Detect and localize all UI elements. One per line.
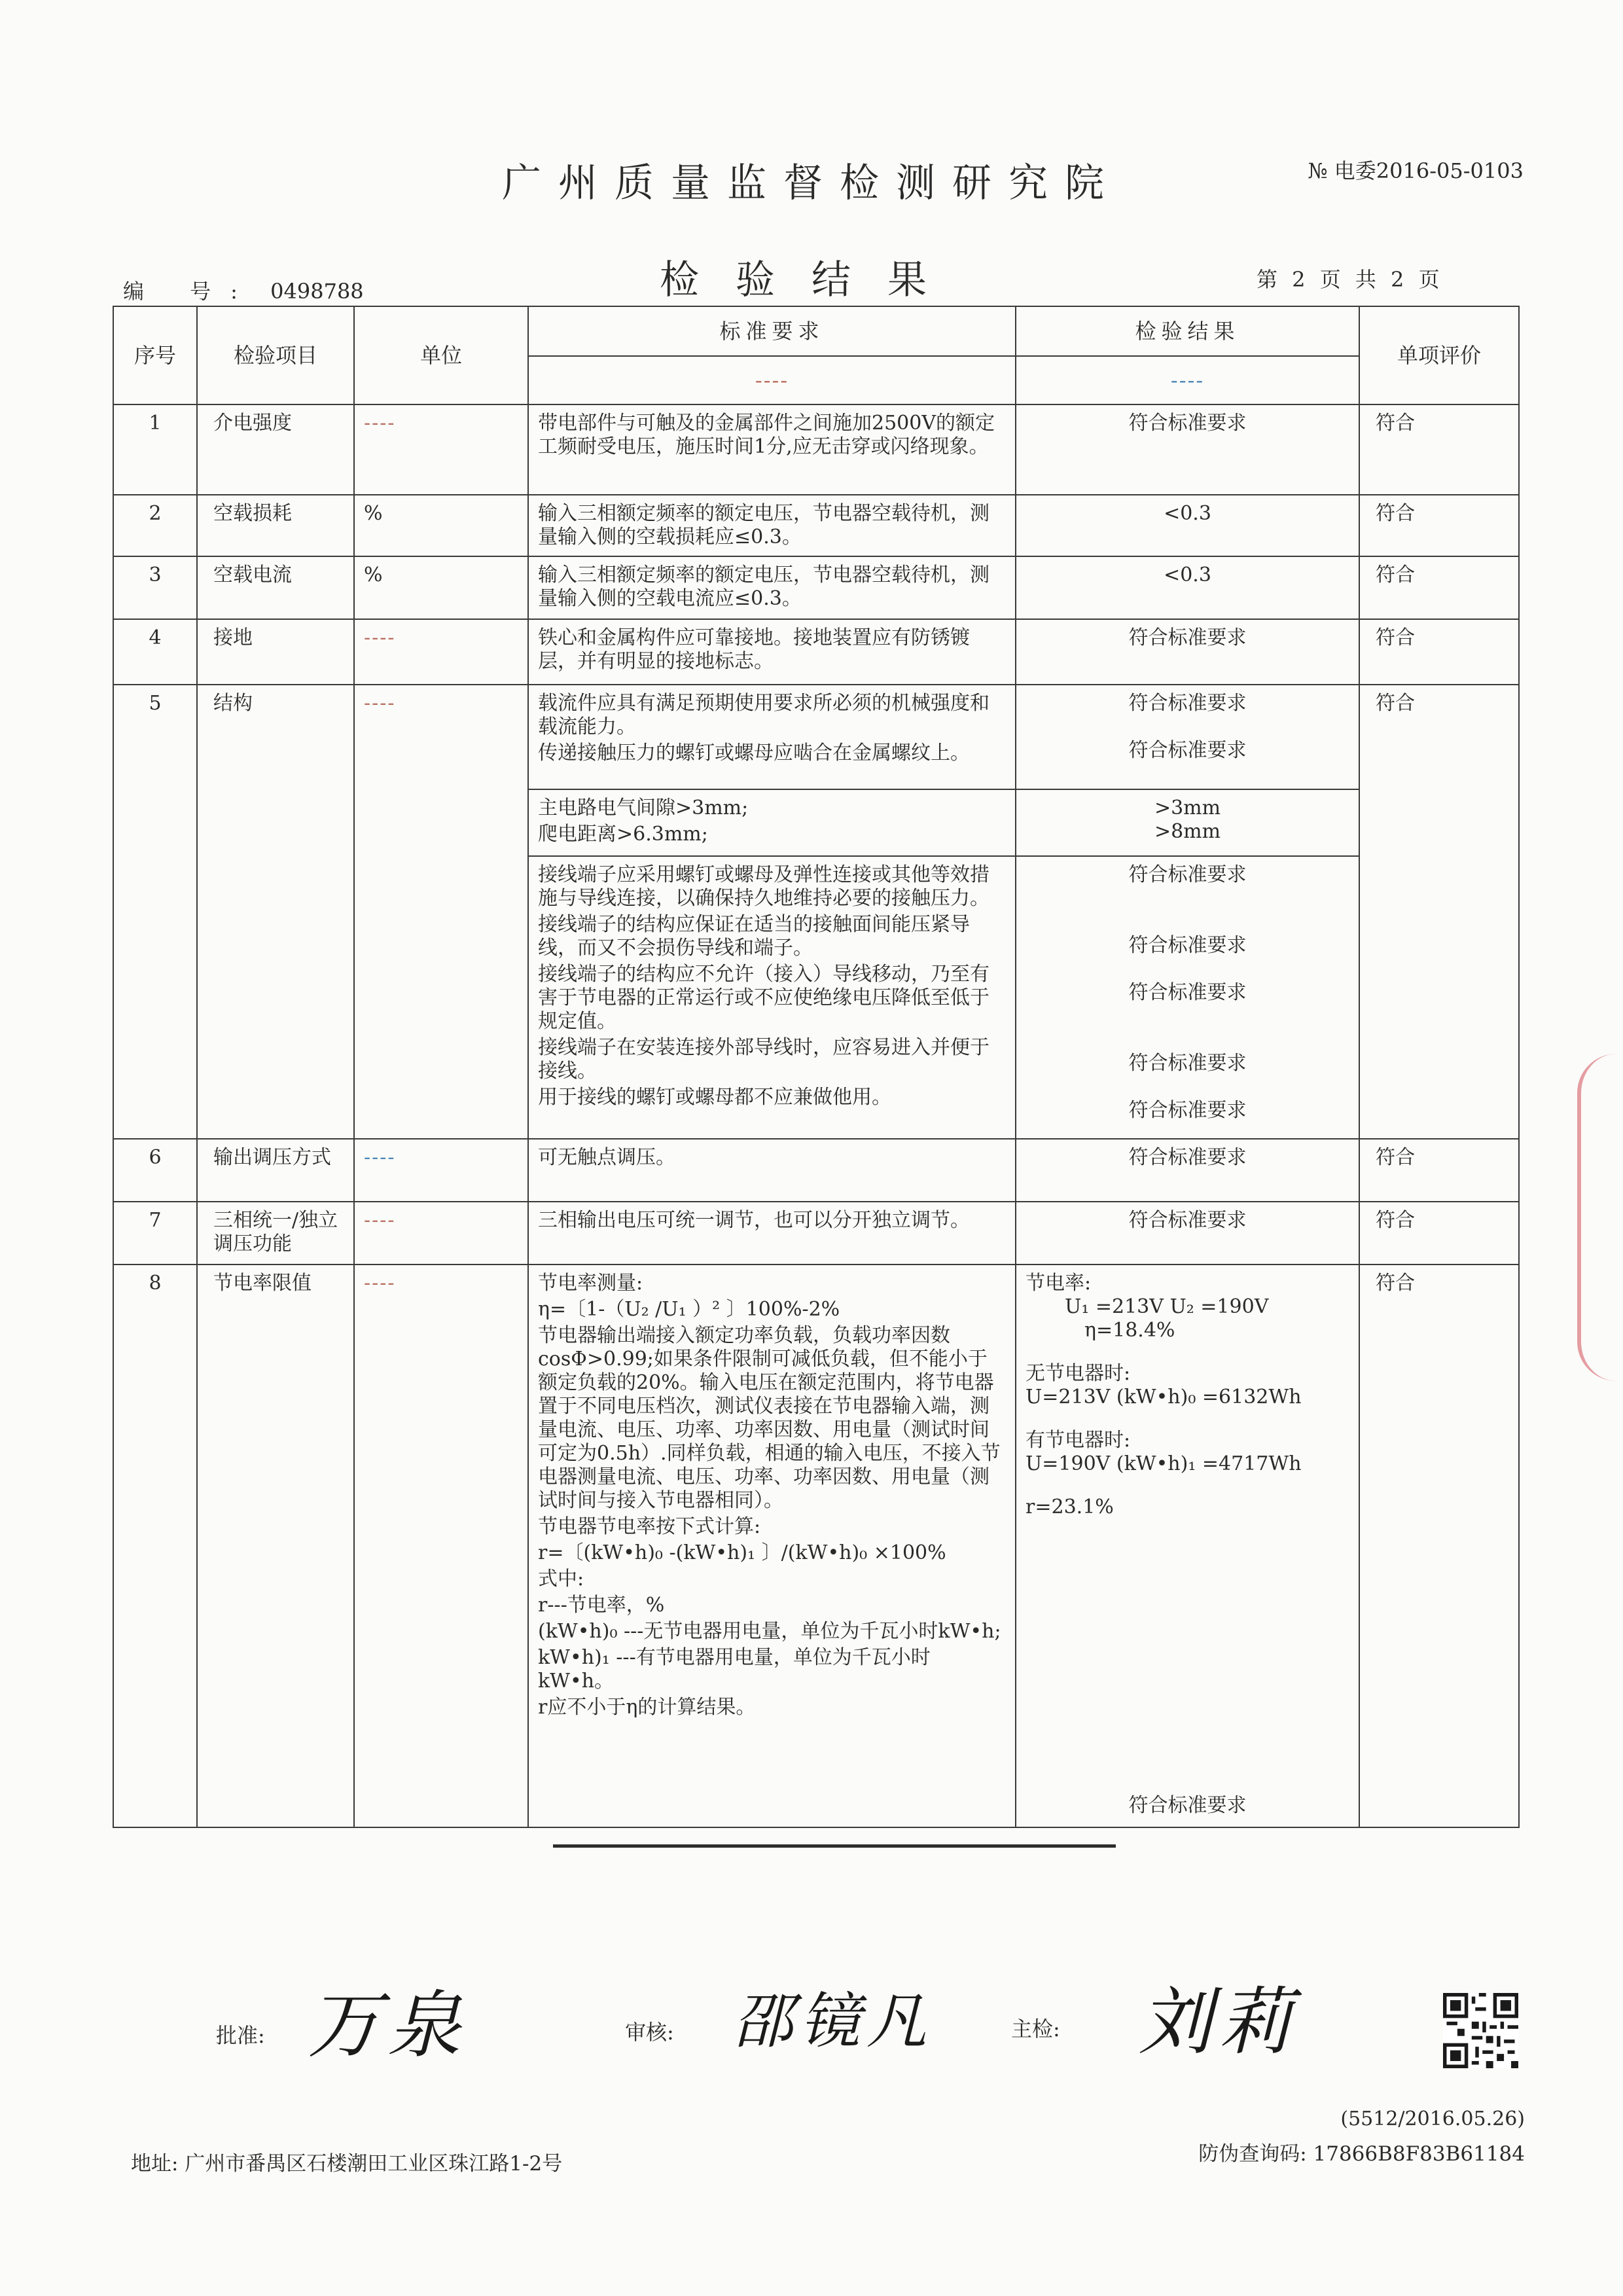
header-result: 检验结果 — [1016, 306, 1359, 356]
row-evaluation: 符合 — [1359, 1139, 1519, 1202]
header-requirement-dash: ---- — [528, 356, 1016, 404]
row-item: 结构 — [197, 685, 354, 1139]
table-row — [113, 1202, 1519, 1265]
table-row — [113, 1265, 1519, 1827]
serial-number — [123, 275, 364, 305]
row-result: <0.3 — [1016, 495, 1359, 556]
row-evaluation: 符合 — [1359, 619, 1519, 685]
row-unit: ---- — [354, 1139, 528, 1202]
row-requirement: 输入三相额定频率的额定电压，节电器空载待机，测量输入侧的空载电流应≤0.3。 — [528, 556, 1016, 619]
row-requirement: 接线端子应采用螺钉或螺母及弹性连接或其他等效措施与导线连接，以确保持久地维持必要的接触压力。 接线端子的结构应保证在适当的接触面间能压紧导线，而又不会损伤导线和端子。 接线端子的结构应不允许（接入）导线移动，乃至有害于节电器的正常运行或不应使绝缘电压降低至低于规定值。 接线端子在安装连接外部导线时，应容易进入并便于接线。 用于接线的螺钉或螺母都不应兼做他用。 — [528, 856, 1016, 1139]
anti-counterfeit-code: 防伪查询码: 17866B8F83B61184 — [1198, 2142, 1525, 2166]
row-item: 接地 — [197, 619, 354, 685]
row-result: 符合标准要求 — [1016, 1139, 1359, 1202]
row-item: 节电率限值 — [197, 1265, 354, 1827]
row-evaluation: 符合 — [1359, 685, 1519, 1139]
document-title: 检验结果 — [660, 257, 963, 303]
row-result: 符合标准要求 符合标准要求 — [1016, 685, 1359, 789]
table-row — [113, 404, 1519, 495]
divider — [553, 1844, 1116, 1848]
row-requirement: 节电率测量: η=〔1-（U₂ /U₁ ）² 〕100%-2% 节电器输出端接入额定功率负载，负载功率因数cosΦ>0.99;如果条件限制可减低负载，但不能小于额定负载的20%。输入电压在额定范围内，将节电器置于不同电压档次，测试仪表接在节电器输入端，测量电流、电压、功率、功率因数、用电量（测试时间可定为0.5h）.同样负载，相通的输入电压，不接入节电器测量电流、电压、功率、功率因数、用电量（测试时间与接入节电器相同）。 节电器节电率按下式计算: r=〔(kW•h)₀ -(kW•h)₁ 〕/(kW•h)₀ ×100% 式中: r---节电率，% (kW•h)₀ ---无节电器用电量，单位为千瓦小时kW•h; kW•h)₁ ---有节电器用电量，单位为千瓦小时kW•h。 r应不小于η的计算结果。 — [528, 1265, 1016, 1827]
row-evaluation: 符合 — [1359, 1202, 1519, 1265]
row-result: 节电率: U₁ =213V U₂ =190V η=18.4% 无节电器时: U=213V (kW•h)₀ =6132Wh 有节电器时: U=190V (kW•h)₁ =4717Wh r=23.1% 符合标准要求 — [1016, 1265, 1359, 1827]
row-result: 符合标准要求 — [1016, 619, 1359, 685]
seal-stamp — [1577, 1054, 1623, 1381]
row-seq: 7 — [113, 1202, 197, 1265]
row-evaluation: 符合 — [1359, 404, 1519, 495]
approve-label: 批准: — [216, 2023, 265, 2048]
row-requirement: 带电部件与可触及的金属部件之间施加2500V的额定工频耐受电压，施压时间1分,应无击穿或闪络现象。 — [528, 404, 1016, 495]
row-unit: % — [354, 556, 528, 619]
header-evaluation: 单项评价 — [1359, 306, 1519, 404]
row-item: 输出调压方式 — [197, 1139, 354, 1202]
row-result: <0.3 — [1016, 556, 1359, 619]
results-table — [113, 306, 1520, 1828]
row-result: 符合标准要求 — [1016, 1202, 1359, 1265]
row-item: 介电强度 — [197, 404, 354, 495]
row-item: 三相统一/独立调压功能 — [197, 1202, 354, 1265]
header-seq: 序号 — [113, 306, 197, 404]
header-requirement: 标准要求 — [528, 306, 1016, 356]
row-evaluation: 符合 — [1359, 1265, 1519, 1827]
table-row — [113, 1139, 1519, 1202]
row-unit: ---- — [354, 404, 528, 495]
row-unit: ---- — [354, 685, 528, 1139]
qr-code-icon — [1443, 1993, 1518, 2068]
address: 地址: 广州市番禺区石楼潮田工业区珠江路1-2号 — [131, 2152, 563, 2176]
table-row — [113, 495, 1519, 556]
report-number: № 电委2016-05-0103 — [1308, 158, 1524, 183]
row-requirement: 铁心和金属构件应可靠接地。接地装置应有防锈镀层，并有明显的接地标志。 — [528, 619, 1016, 685]
row-requirement: 可无触点调压。 — [528, 1139, 1016, 1202]
row-evaluation: 符合 — [1359, 495, 1519, 556]
row-requirement: 载流件应具有满足预期使用要求所必须的机械强度和载流能力。 传递接触压力的螺钉或螺母应啮合在金属螺纹上。 — [528, 685, 1016, 789]
row-unit: ---- — [354, 619, 528, 685]
header-item: 检验项目 — [197, 306, 354, 404]
row-requirement: 主电路电气间隙>3mm; 爬电距离>6.3mm; — [528, 789, 1016, 856]
row-seq: 1 — [113, 404, 197, 495]
report-code-date: (5512/2016.05.26) — [1340, 2108, 1525, 2130]
row-unit: ---- — [354, 1265, 528, 1827]
row-result: 符合标准要求 符合标准要求 符合标准要求 符合标准要求 符合标准要求 — [1016, 856, 1359, 1139]
institute-name: 广州质量监督检测研究院 — [502, 160, 1121, 206]
row-seq: 8 — [113, 1265, 197, 1827]
row-requirement: 输入三相额定频率的额定电压，节电器空载待机，测量输入侧的空载损耗应≤0.3。 — [528, 495, 1016, 556]
row-seq: 3 — [113, 556, 197, 619]
review-label: 审核: — [625, 2020, 674, 2045]
row-seq: 6 — [113, 1139, 197, 1202]
row-item: 空载损耗 — [197, 495, 354, 556]
table-row — [113, 685, 1519, 789]
row-requirement: 三相输出电压可统一调节，也可以分开独立调节。 — [528, 1202, 1016, 1265]
header-result-dash: ---- — [1016, 356, 1359, 404]
inspect-label: 主检: — [1011, 2017, 1060, 2041]
review-signature: 邵镜凡 — [733, 1986, 934, 2056]
row-unit: ---- — [354, 1202, 528, 1265]
header-unit: 单位 — [354, 306, 528, 404]
approve-signature: 万泉 — [308, 1983, 467, 2068]
row-evaluation: 符合 — [1359, 556, 1519, 619]
table-row — [113, 556, 1519, 619]
row-result: >3mm >8mm — [1016, 789, 1359, 856]
row-result: 符合标准要求 — [1016, 404, 1359, 495]
serial-label: 编 号: — [123, 279, 257, 304]
row-seq: 2 — [113, 495, 197, 556]
inspect-signature: 刘莉 — [1139, 1980, 1298, 2065]
row-item: 空载电流 — [197, 556, 354, 619]
row-seq: 4 — [113, 619, 197, 685]
row-seq: 5 — [113, 685, 197, 1139]
row-unit: % — [354, 495, 528, 556]
table-row — [113, 619, 1519, 685]
serial-value: 0498788 — [270, 279, 364, 304]
page-info: 第 2 页 共 2 页 — [1257, 267, 1440, 292]
